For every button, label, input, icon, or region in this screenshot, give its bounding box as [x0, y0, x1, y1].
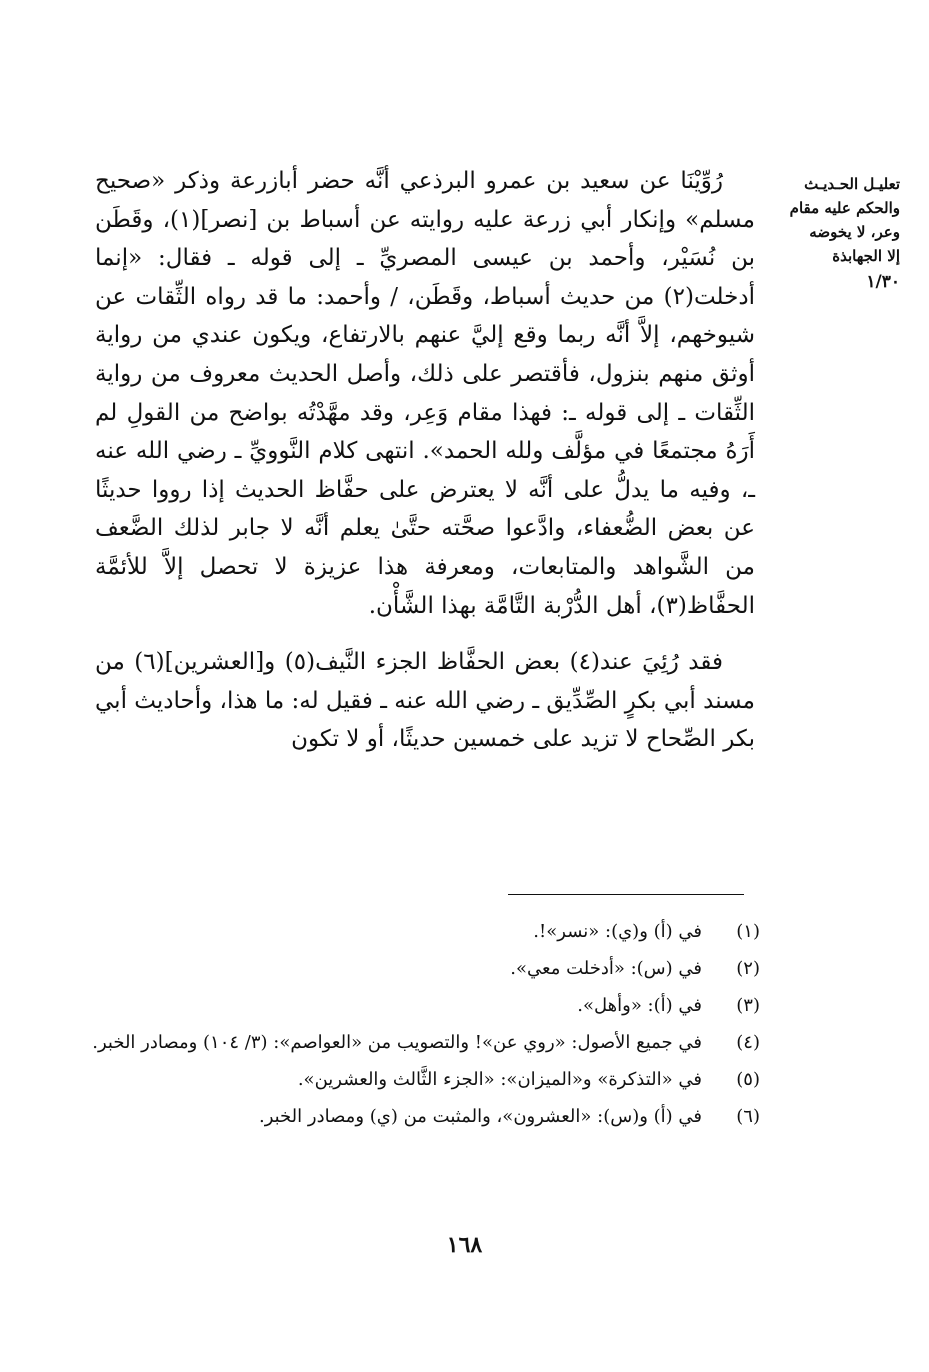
footnote	[90, 918, 760, 946]
footnote-number: (٥)	[736, 1069, 760, 1090]
footnote-number: (٣)	[736, 995, 760, 1016]
footnote-separator	[508, 894, 744, 895]
footnote	[90, 955, 760, 983]
footnote-text: في (أ): «وأهل».	[577, 995, 702, 1016]
footnote-text: في (أ) و(س): «العشرون»، والمثبت من (ي) ومصادر الخبر.	[258, 1106, 702, 1127]
footnote-text: في (س): «أدخلت معي».	[510, 958, 702, 979]
margin-note-reference: ١/٣٠	[866, 272, 900, 292]
footnote-number: (٤)	[736, 1032, 760, 1053]
footnote-number: (٦)	[736, 1106, 760, 1127]
footnote-number: (١)	[736, 921, 760, 942]
margin-note-line: والحكم عليه مقام	[789, 199, 900, 217]
footnote	[90, 992, 760, 1020]
margin-note-line: وعر، لا يخوضه	[809, 223, 900, 241]
footnote-text: في جميع الأصول: «روي عن»! والتصويب من «العواصم»: (٣/ ١٠٤) ومصادر الخبر.	[92, 1032, 702, 1053]
footnotes	[90, 918, 760, 1140]
margin-note	[770, 172, 900, 294]
footnote	[90, 1029, 760, 1057]
paragraph-1: رُوِّيْنَا عن سعيد بن عمرو البرذعي أنَّه حضر أبازرعة وذكر «صحيح مسلم» وإنكار أبي زرعة عليه روايته عن أسباط بن [نصر](١)، وقَطَن بن نُسَيْر، وأحمد بن عيسى المصريِّ ـ إلى قوله ـ فقال: «إنما أدخلت(٢) من حديث أسباط، وقَطَن، / وأحمد: ما قد رواه الثِّقات عن شيوخهم، إلاَّ أنَّه ربما وقع إليَّ عنهم بالارتفاع، ويكون عندي من رواية أوثق منهم بنزول، فأقتصر على ذلك، وأصل الحديث معروف من رواية الثِّقات ـ إلى قوله ـ: فهذا مقام وَعِر، وقد مهَّدْتُه بواضح من القولِ لم أَرَهُ مجتمعًا في مؤلَّف ولله الحمد». انتهى كلام النَّوويِّ ـ رضي الله عنه ـ، وفيه ما يدلُّ على أنَّه لا يعترض على حفَّاظ الحديث إذا رووا حديثًا عن بعض الضُّعفاء، وادَّعوا صحَّته حتَّىٰ يعلم أنَّه لا جابر لذلك الضَّعف من الشَّواهد والمتابعات، ومعرفة هذا عزيزة لا تحصل إلاَّ للأئمَّة الحفَّاظ(٣)، أهل الدُّرْبة التَّامَّة بهذا الشَّأْن.	[95, 168, 755, 619]
footnote-number: (٢)	[736, 958, 760, 979]
page-number: ١٦٨	[446, 1232, 483, 1258]
footnote-text: في (أ) و(ي): «نسر»!.	[533, 921, 702, 942]
margin-note-line: تعليـل الحـديـث	[804, 175, 900, 193]
main-text	[95, 162, 755, 759]
paragraph-2: فقد رُئِيَ عند(٤) بعض الحفَّاظ الجزء النَّيف(٥) و[العشرين](٦) من مسند أبي بكرٍ الصِّدِّيق ـ رضي الله عنه ـ فقيل له: ما هذا، وأحاديث أبي بكر الصِّحاح لا تزيد على خمسين حديثًا، أو لا تكون	[95, 649, 755, 753]
footnote-text: في «التذكرة» و«الميزان»: «الجزء الثَّالث والعشرين».	[297, 1069, 702, 1090]
footnote	[90, 1066, 760, 1094]
footnote	[90, 1103, 760, 1131]
margin-note-line: إلا الجهابذة	[832, 247, 900, 265]
